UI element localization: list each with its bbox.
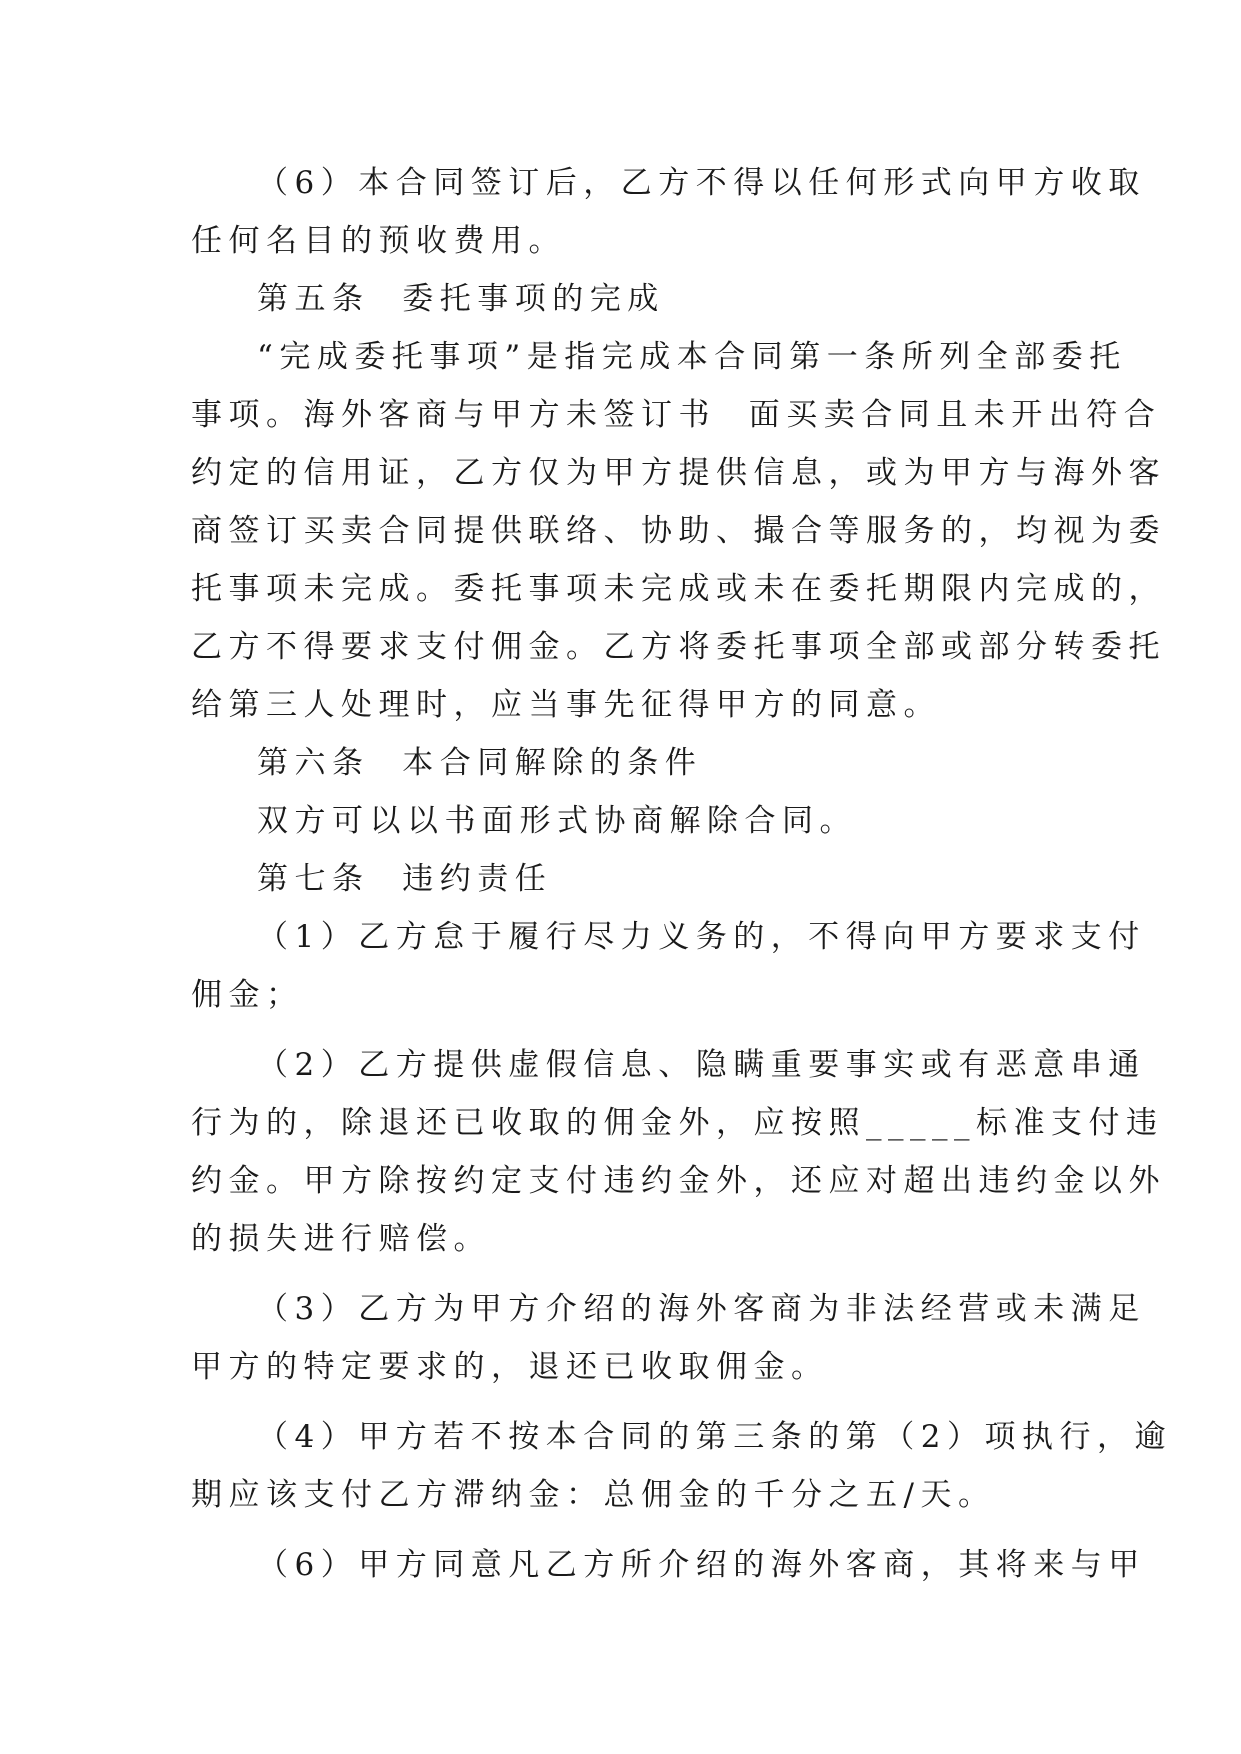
- section-heading: 第五条 委托事项的完成: [257, 281, 665, 317]
- paragraph-line: 约金。甲方除按约定支付违约金外，还应对超出违约金以外: [191, 1163, 1166, 1199]
- paragraph-line: 乙方不得要求支付佣金。乙方将委托事项全部或部分转委托: [191, 629, 1166, 665]
- section-heading: 第七条 违约责任: [257, 861, 553, 897]
- paragraph-line: 事项。海外客商与甲方未签订书 面买卖合同且未开出符合: [191, 397, 1162, 433]
- paragraph-line: 期应该支付乙方滞纳金：总佣金的千分之五/天。: [191, 1477, 996, 1513]
- section-heading: 第六条 本合同解除的条件: [257, 745, 703, 781]
- paragraph-gap: [191, 1396, 1051, 1408]
- paragraph-gap: [191, 1268, 1051, 1280]
- paragraph-line: 约定的信用证，乙方仅为甲方提供信息，或为甲方与海外客: [191, 455, 1166, 491]
- document-body: [191, 154, 1172, 1594]
- paragraph-line: 商签订买卖合同提供联络、协助、撮合等服务的，均视为委: [191, 513, 1166, 549]
- paragraph-line: （6）本合同签订后，乙方不得以任何形式向甲方收取: [257, 165, 1146, 201]
- paragraph-line: （1）乙方怠于履行尽力义务的，不得向甲方要求支付: [257, 919, 1146, 955]
- paragraph-line: 托事项未完成。委托事项未完成或未在委托期限内完成的，: [191, 571, 1166, 607]
- paragraph-line: 的损失进行赔偿。: [191, 1221, 491, 1257]
- paragraph-line: 行为的，除退还已收取的佣金外，应按照_____标准支付违: [191, 1105, 1164, 1141]
- paragraph-line: （3）乙方为甲方介绍的海外客商为非法经营或未满足: [257, 1291, 1146, 1327]
- paragraph-line: （4）甲方若不按本合同的第三条的第（2）项执行，逾: [257, 1419, 1172, 1455]
- paragraph-line: 双方可以以书面形式协商解除合同。: [257, 803, 857, 839]
- paragraph-line: 给第三人处理时，应当事先征得甲方的同意。: [191, 687, 941, 723]
- paragraph-line: （6）甲方同意凡乙方所介绍的海外客商，其将来与甲: [257, 1547, 1146, 1583]
- paragraph-line: 甲方的特定要求的，退还已收取佣金。: [191, 1349, 829, 1385]
- paragraph-line: （2）乙方提供虚假信息、隐瞒重要事实或有恶意串通: [257, 1047, 1146, 1083]
- paragraph-line: 任何名目的预收费用。: [191, 223, 566, 259]
- paragraph-line: 佣金；: [191, 977, 304, 1013]
- paragraph-gap: [191, 1024, 1051, 1036]
- paragraph-gap: [191, 1524, 1051, 1536]
- paragraph-line: “完成委托事项”是指完成本合同第一条所列全部委托: [257, 339, 1127, 375]
